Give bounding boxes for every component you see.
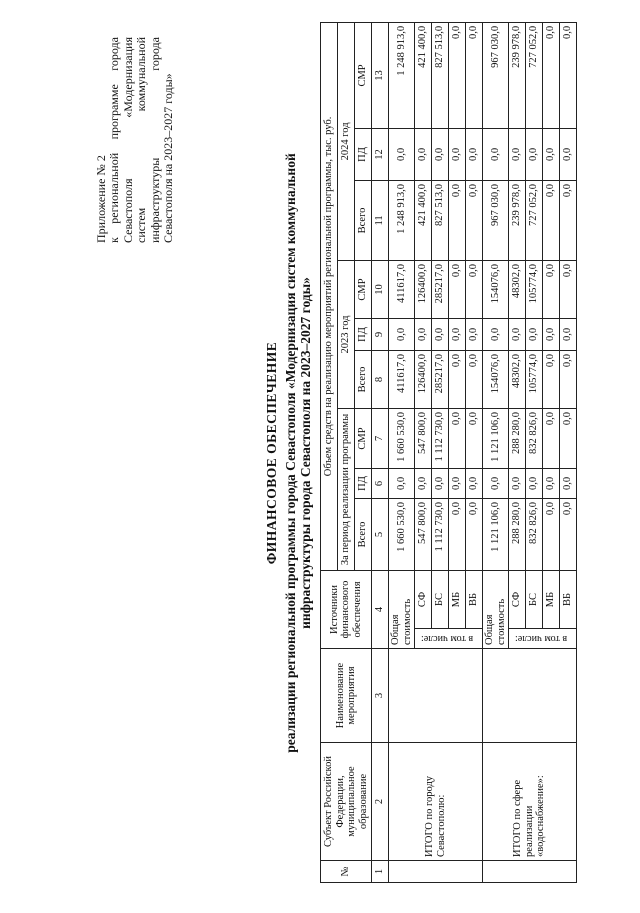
value-cell: 239 978,0: [509, 180, 526, 260]
header-all: Всего: [355, 498, 372, 570]
cell-num: [483, 861, 577, 883]
header-pd: ПД: [355, 128, 372, 180]
value-cell: 411617,0: [389, 350, 415, 408]
col-num: 6: [372, 468, 389, 498]
col-num: 13: [372, 22, 389, 128]
value-cell: 967 030,0: [483, 180, 509, 260]
value-cell: 0,0: [560, 350, 577, 408]
appendix-word: программе: [107, 84, 122, 140]
financing-table: [320, 22, 577, 883]
value-cell: 0,0: [560, 318, 577, 350]
value-cell: 0,0: [509, 468, 526, 498]
value-cell: 154076,0: [483, 260, 509, 318]
value-cell: 0,0: [415, 318, 432, 350]
value-cell: 0,0: [449, 128, 466, 180]
column-number-row: [372, 22, 389, 882]
source-name: ВБ: [560, 570, 577, 628]
header-2024: 2024 год: [338, 22, 355, 260]
value-cell: 0,0: [543, 180, 560, 260]
value-cell: 0,0: [509, 318, 526, 350]
value-cell: 0,0: [449, 350, 466, 408]
source-name: БС: [432, 570, 449, 628]
value-cell: 1 660 530,0: [389, 498, 415, 570]
value-cell: 1 248 913,0: [389, 180, 415, 260]
value-cell: 0,0: [543, 318, 560, 350]
value-cell: 411617,0: [389, 260, 415, 318]
appendix-line: [149, 37, 162, 243]
value-cell: 105774,0: [526, 350, 543, 408]
source-name: СФ: [509, 570, 526, 628]
incl-text: в том числе:: [514, 633, 567, 645]
appendix-word: города: [107, 37, 122, 71]
value-cell: 421 400,0: [415, 180, 432, 260]
appendix-line: [122, 37, 135, 243]
value-cell: 1 112 730,0: [432, 408, 449, 468]
value-cell: 0,0: [415, 128, 432, 180]
appendix-line: [135, 37, 148, 243]
value-cell: 0,0: [466, 408, 483, 468]
value-cell: 0,0: [526, 468, 543, 498]
header-row: [321, 22, 338, 882]
value-cell: 105774,0: [526, 260, 543, 318]
value-cell: 0,0: [432, 128, 449, 180]
value-cell: 0,0: [509, 128, 526, 180]
value-cell: 0,0: [543, 408, 560, 468]
value-cell: 0,0: [466, 22, 483, 128]
value-cell: 0,0: [560, 180, 577, 260]
value-cell: 1 121 106,0: [483, 408, 509, 468]
value-cell: 0,0: [466, 260, 483, 318]
value-cell: 0,0: [432, 468, 449, 498]
col-num: 5: [372, 498, 389, 570]
value-cell: 285217,0: [432, 260, 449, 318]
group-label: ИТОГО по сфере реализации «водоснабжение»:: [483, 743, 577, 861]
header-2023: 2023 год: [338, 260, 355, 408]
value-cell: 0,0: [449, 180, 466, 260]
total-label: Общая стоимость: [389, 570, 415, 648]
header-source: Источники финансового обеспечения: [321, 570, 372, 648]
value-cell: 0,0: [466, 128, 483, 180]
document-subtitle: [283, 113, 313, 793]
document-title: ФИНАНСОВОЕ ОБЕСПЕЧЕНИЕ: [264, 341, 279, 565]
value-cell: 832 826,0: [526, 408, 543, 468]
value-cell: 288 280,0: [509, 498, 526, 570]
value-cell: 727 052,0: [526, 22, 543, 128]
header-smr: СМР: [355, 408, 372, 468]
appendix-word: инфраструктуры: [147, 157, 162, 243]
value-cell: 0,0: [466, 180, 483, 260]
value-cell: 288 280,0: [509, 408, 526, 468]
incl-label: [415, 629, 483, 649]
value-cell: 0,0: [389, 468, 415, 498]
value-cell: 0,0: [560, 498, 577, 570]
value-cell: 0,0: [526, 318, 543, 350]
header-num: №: [321, 861, 372, 883]
appendix-line: [108, 37, 121, 243]
appendix-word: систем: [134, 207, 149, 243]
col-num: 9: [372, 318, 389, 350]
value-cell: 239 978,0: [509, 22, 526, 128]
appendix-word: «Модернизация: [120, 37, 135, 118]
cell-measure: [483, 649, 577, 743]
value-cell: 0,0: [483, 128, 509, 180]
appendix-word: города: [147, 37, 162, 71]
value-cell: 0,0: [543, 350, 560, 408]
subtitle-line: реализации региональной программы города Севастополя «Модернизация систем коммунальной: [283, 153, 298, 753]
group-label: ИТОГО по городу Севастополю:: [389, 743, 483, 861]
header-pd: ПД: [355, 318, 372, 350]
header-subject: Субъект Российской Федерации, муниципальное образование: [321, 743, 372, 861]
appendix-word: к: [107, 237, 122, 243]
value-cell: 0,0: [483, 468, 509, 498]
source-name: МБ: [449, 570, 466, 628]
header-period: За период реализации программы: [338, 408, 355, 570]
col-num: 1: [372, 861, 389, 883]
col-num: 3: [372, 649, 389, 743]
header-all: Всего: [355, 180, 372, 260]
value-cell: 727 052,0: [526, 180, 543, 260]
col-num: 4: [372, 570, 389, 648]
value-cell: 0,0: [449, 318, 466, 350]
value-cell: 0,0: [543, 468, 560, 498]
value-cell: 1 121 106,0: [483, 498, 509, 570]
value-cell: 0,0: [449, 498, 466, 570]
value-cell: 0,0: [466, 468, 483, 498]
header-name: Наименование мероприятия: [321, 649, 372, 743]
total-label: Общая стоимость: [483, 570, 509, 648]
value-cell: 547 800,0: [415, 408, 432, 468]
appendix-note: [95, 37, 175, 243]
value-cell: 421 400,0: [415, 22, 432, 128]
value-cell: 967 030,0: [483, 22, 509, 128]
value-cell: 285217,0: [432, 350, 449, 408]
value-cell: 0,0: [449, 260, 466, 318]
table-row: [483, 22, 509, 882]
source-name: ВБ: [466, 570, 483, 628]
value-cell: 832 826,0: [526, 498, 543, 570]
value-cell: 48302,0: [509, 260, 526, 318]
table-row: [389, 22, 415, 882]
header-pd: ПД: [355, 468, 372, 498]
value-cell: 0,0: [543, 22, 560, 128]
source-name: МБ: [543, 570, 560, 628]
header-smr: СМР: [355, 22, 372, 128]
value-cell: 0,0: [415, 468, 432, 498]
source-name: СФ: [415, 570, 432, 628]
col-num: 12: [372, 128, 389, 180]
incl-text: в том числе:: [420, 633, 473, 645]
value-cell: 547 800,0: [415, 498, 432, 570]
value-cell: 0,0: [560, 22, 577, 128]
value-cell: 48302,0: [509, 350, 526, 408]
incl-label: [509, 629, 577, 649]
header-all: Всего: [355, 350, 372, 408]
appendix-word: Севастополя: [120, 178, 135, 243]
source-name: БС: [526, 570, 543, 628]
value-cell: 0,0: [483, 318, 509, 350]
appendix-word: коммунальной: [134, 37, 149, 112]
value-cell: 154076,0: [483, 350, 509, 408]
value-cell: 0,0: [466, 498, 483, 570]
value-cell: 0,0: [449, 408, 466, 468]
value-cell: 126400,0: [415, 350, 432, 408]
value-cell: 827 513,0: [432, 180, 449, 260]
header-smr: СМР: [355, 260, 372, 318]
appendix-word: региональной: [107, 152, 122, 224]
value-cell: 0,0: [432, 318, 449, 350]
value-cell: 126400,0: [415, 260, 432, 318]
value-cell: 0,0: [560, 260, 577, 318]
value-cell: 1 248 913,0: [389, 22, 415, 128]
value-cell: 0,0: [526, 128, 543, 180]
value-cell: 1 660 530,0: [389, 408, 415, 468]
appendix-line: Приложение № 2: [94, 155, 108, 243]
col-num: 7: [372, 408, 389, 468]
value-cell: 0,0: [449, 468, 466, 498]
header-volume: Объем средств на реализацию мероприятий региональной программы, тыс. руб.: [321, 22, 338, 570]
value-cell: 0,0: [560, 468, 577, 498]
value-cell: 0,0: [560, 128, 577, 180]
appendix-line: Севастополя на 2023–2027 годы»: [161, 73, 176, 243]
value-cell: 0,0: [543, 260, 560, 318]
cell-num: [389, 861, 483, 883]
value-cell: 0,0: [543, 128, 560, 180]
col-num: 2: [372, 743, 389, 861]
subtitle-line: инфраструктуры города Севастополя на 2023–2027 годы»: [298, 277, 313, 629]
col-num: 11: [372, 180, 389, 260]
value-cell: 0,0: [466, 318, 483, 350]
value-cell: 0,0: [466, 350, 483, 408]
value-cell: 827 513,0: [432, 22, 449, 128]
value-cell: 1 112 730,0: [432, 498, 449, 570]
cell-measure: [389, 649, 483, 743]
value-cell: 0,0: [389, 128, 415, 180]
col-num: 10: [372, 260, 389, 318]
value-cell: 0,0: [389, 318, 415, 350]
value-cell: 0,0: [449, 22, 466, 128]
value-cell: 0,0: [560, 408, 577, 468]
col-num: 8: [372, 350, 389, 408]
value-cell: 0,0: [543, 498, 560, 570]
